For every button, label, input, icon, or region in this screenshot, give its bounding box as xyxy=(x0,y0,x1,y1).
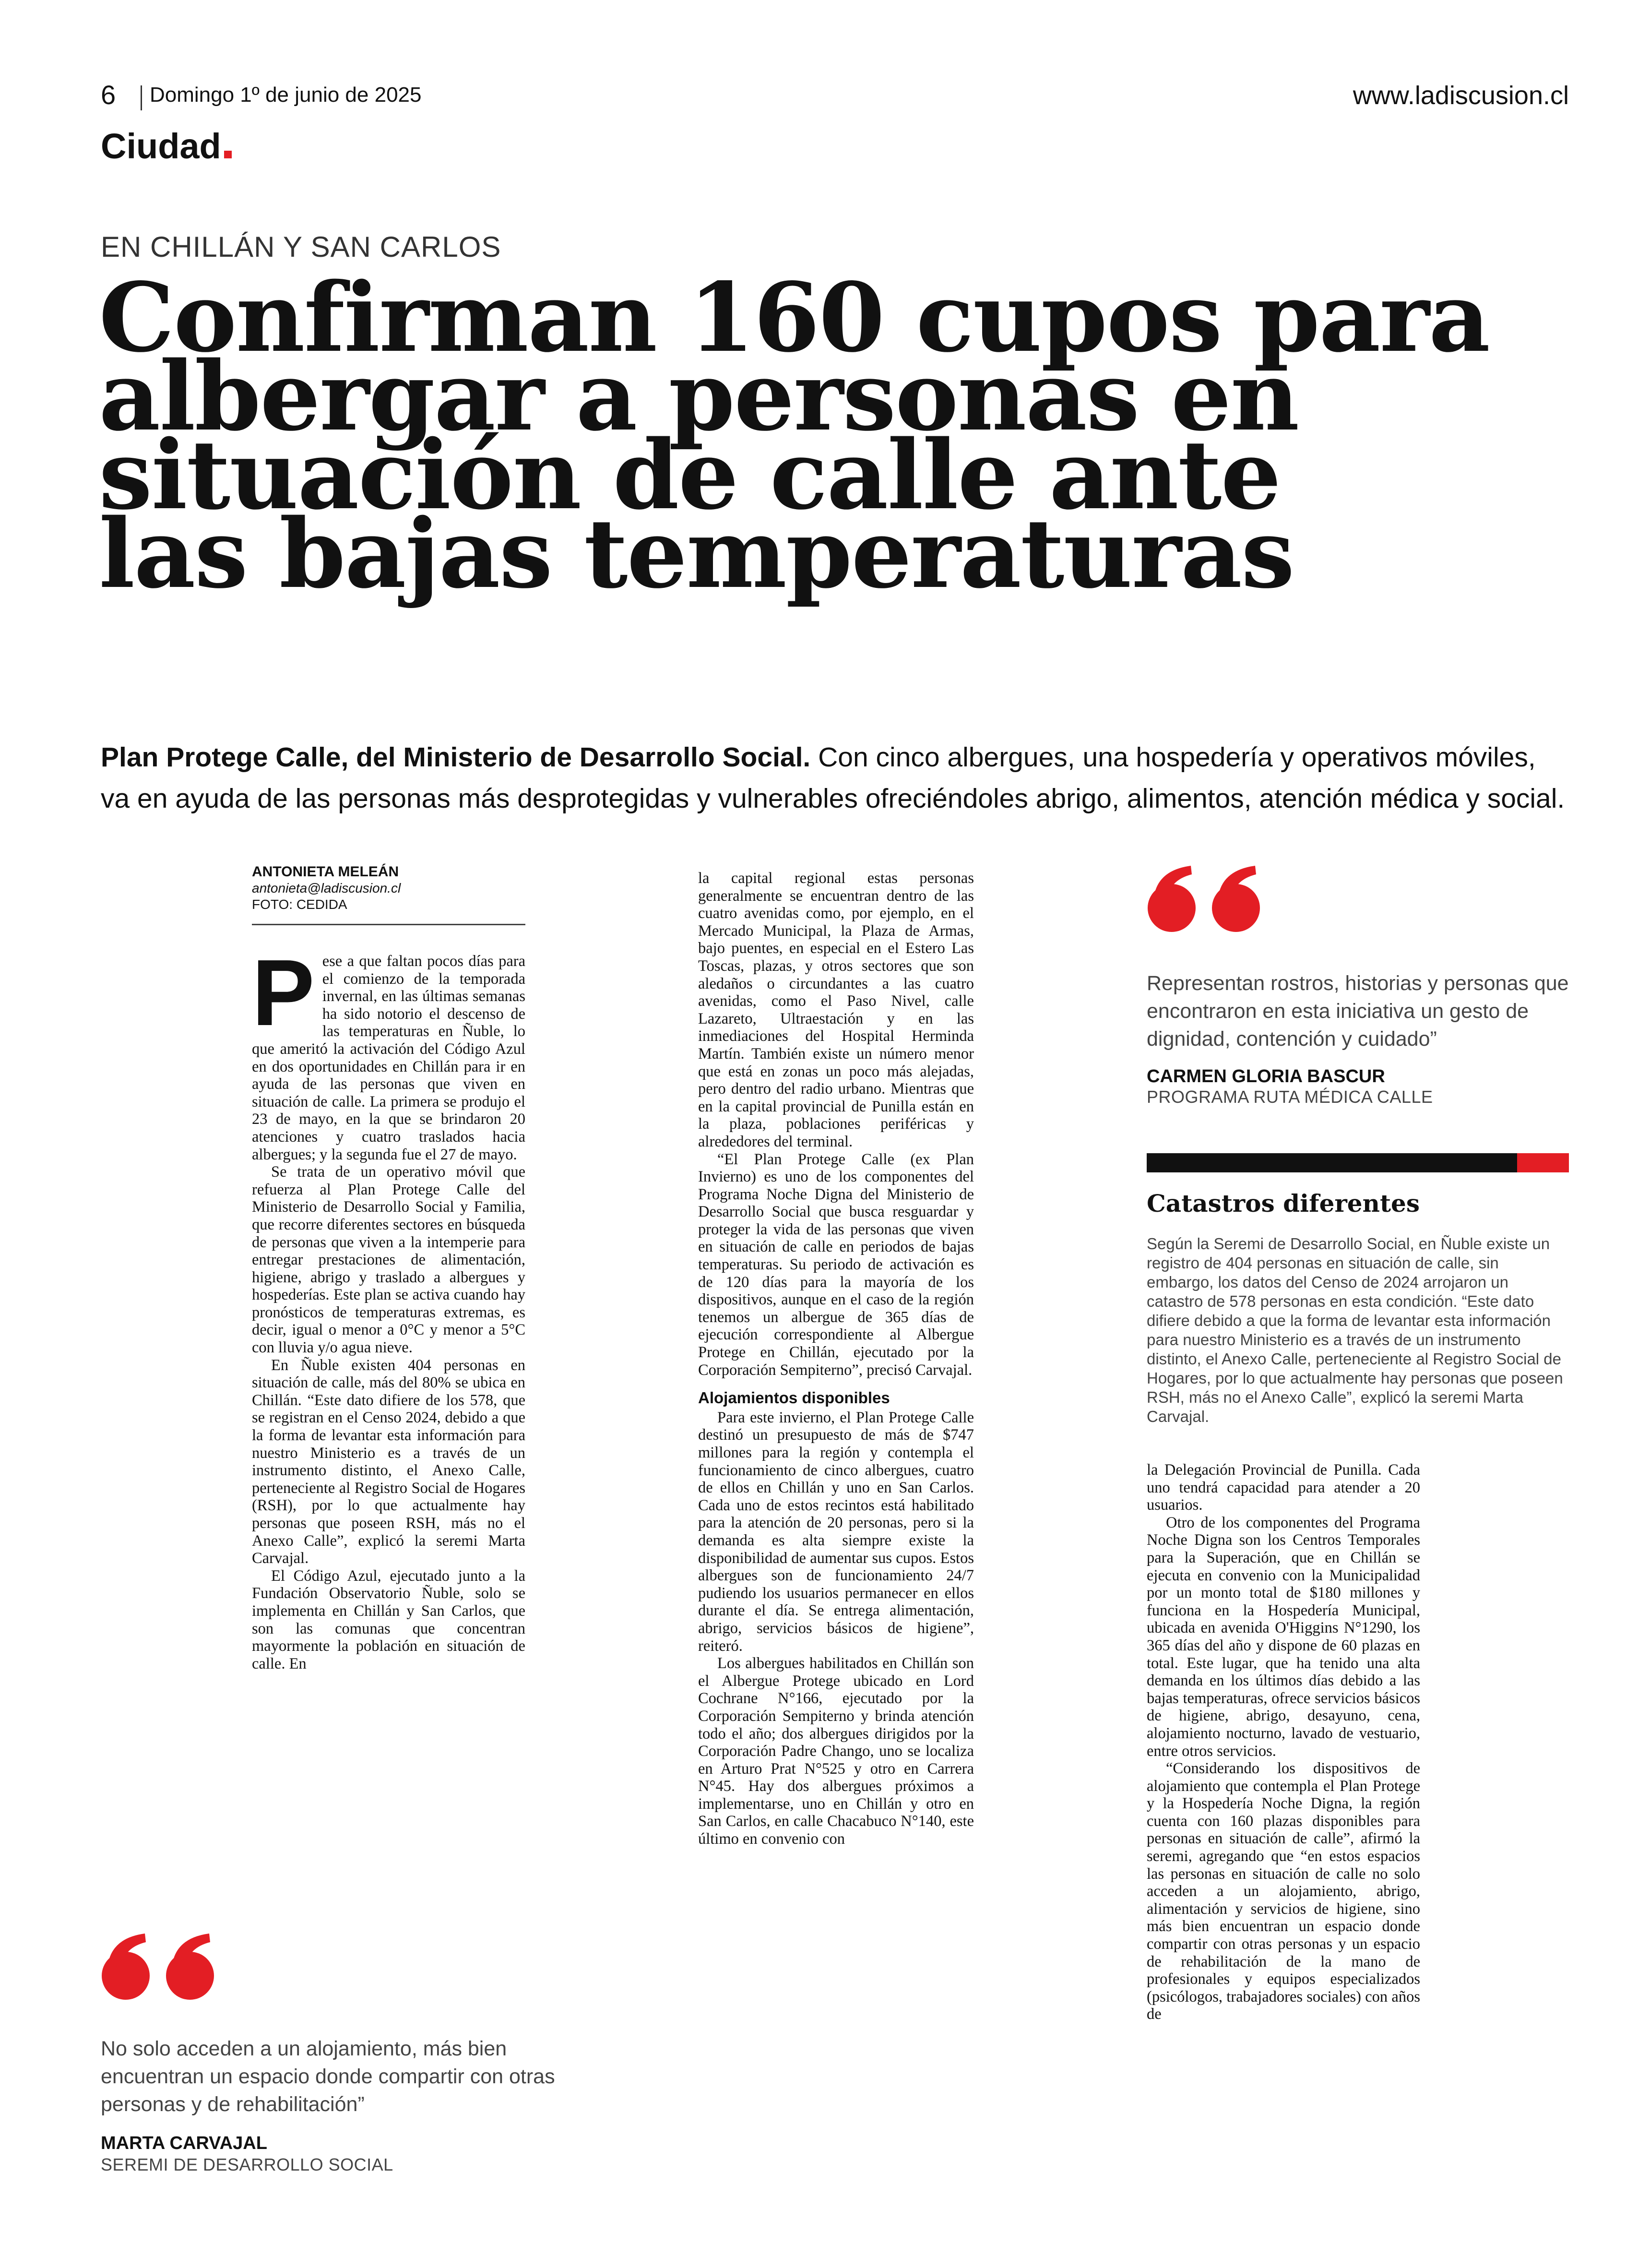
subheading: Alojamientos disponibles xyxy=(698,1389,890,1407)
pull-quote-name: MARTA CARVAJAL xyxy=(101,2133,267,2153)
body-paragraph: Otro de los componentes del Programa Noche Digna son los Centros Temporales para la Superación, que en Chillán se ejecuta en convenio con la Municipalidad por un monto total de $180 millones y funciona en la Hospedería Municipal, ubicada en avenida O'Higgins N°1290, los 365 días del año y dispone de 60 plazas en total. Este lugar, que ha tenido una alta demanda en los últimos días debido a las bajas temperaturas, ofrece servicios básicos de higiene, abrigo, desayuno, cena, alojamiento nocturno, lavado de vestuario, entre otros servicios. xyxy=(1147,1514,1420,1760)
byline xyxy=(252,864,525,913)
header-divider xyxy=(141,85,142,110)
section-dot xyxy=(224,151,232,158)
headline-line: situación de calle ante xyxy=(99,419,1281,531)
deck-text: Con cinco albergues, una hospedería y operativos móviles, va en ayuda de las personas más desprotegidas y vulnerables ofreciéndoles abrigo, alimentos, atención médica y social. xyxy=(101,742,1565,814)
body-paragraph: la capital regional estas personas generalmente se encuentran dentro de las cuatro avenidas como, por ejemplo, en el Mercado Municipal, la Plaza de Armas, bajo puentes, en especial en el Estero Las Toscas, plazas, y otros sectores que son aledaños o circundantes a las cuatro avenidas, como el Paso Nivel, calle Lazareto, Ultraestación y en las inmediaciones del Hospital Herminda Martín. También existe un número menor que está en zonas un poco más alejadas, pero dentro del radio urbano. Mientras que en la capital provincial de Punilla están en la plaza, poblaciones periféricas y alrededores del terminal. xyxy=(698,870,974,1150)
deck-lead: Plan Protege Calle, del Ministerio de Desarrollo Social. xyxy=(101,742,811,773)
byline-author: ANTONIETA MELEÁN xyxy=(252,864,399,880)
article-column-3 xyxy=(1147,1461,1420,2239)
page-number: 6 xyxy=(101,80,116,110)
sidebar-accent-bar xyxy=(1517,1153,1569,1172)
drop-cap: P xyxy=(252,953,315,1045)
issue-date: Domingo 1º de junio de 2025 xyxy=(150,83,422,107)
quote-marks-icon xyxy=(1147,864,1276,936)
section-name: Ciudad xyxy=(101,126,221,166)
headline-line: albergar a personas en xyxy=(99,340,1299,452)
byline-photo-credit: FOTO: CEDIDA xyxy=(252,897,347,912)
pull-quote-name: CARMEN GLORIA BASCUR xyxy=(1147,1066,1385,1086)
body-paragraph: ese a que faltan pocos días para el comienzo de la temporada invernal, en las últimas semanas ha sido notorio el descenso de las temperaturas en Ñuble, lo que ameritó la activación del Código Azul en dos oportunidades en Chillán para ir en ayuda de las personas que viven en situación de calle. La primera se produjo el 23 de mayo, en la que se brindaron 20 atenciones y cuatro traslados hacia albergues; y la segunda fue el 27 de mayo. xyxy=(252,953,525,1163)
pull-quote-role: SEREMI DE DESARROLLO SOCIAL xyxy=(101,2155,393,2174)
body-paragraph: la Delegación Provincial de Punilla. Cada uno tendrá capacidad para atender a 20 usuarios. xyxy=(1147,1461,1420,1514)
body-paragraph: Para este invierno, el Plan Protege Calle destinó un presupuesto de más de $747 millones para la región y contempla el funcionamiento de cinco albergues, cuatro de ellos en Chillán y uno en San Carlos. Cada uno de estos recintos está habilitado para la atención de 20 personas, pero si la demanda es alta siempre existe la disponibilidad de aumentar sus cupos. Estos albergues son de funcionamiento 24/7 pudiendo los usuarios permanecer en ellos durante el día. Se entrega alimentación, abrigo, servicios básicos de higiene”, reiteró. xyxy=(698,1409,974,1655)
headline-line: Confirman 160 cupos para xyxy=(99,262,1490,373)
body-paragraph: “Considerando los dispositivos de alojamiento que contempla el Plan Protege y la Hospedería Noche Digna, la región cuenta con 160 plazas disponibles para personas en situación de calle”, afirmó la seremi, agregando que “en estos espacios las personas en situación de calle no solo acceden a un alojamiento, abrigo, alimentación y servicios de higiene, sino más bien encuentran un espacio donde compartir con otras personas y un espacio de rehabilitación de la mano de profesionales y equipos especializados (psicólogos, trabajadores sociales) con años de xyxy=(1147,1760,1420,2023)
pull-quote-text: Representan rostros, historias y personas que encontraron en esta iniciativa un gesto de dignidad, contención y cuidado” xyxy=(1147,972,1569,1050)
headline xyxy=(99,262,1567,609)
sidebar-text: Según la Seremi de Desarrollo Social, en Ñuble existe un registro de 404 personas en situación de calle, sin embargo, los datos del Censo de 2024 arrojaron un catastro de 578 personas en esta condición. “Este dato difiere debido a que la forma de levantar esta información para nuestro Ministerio es a través de un instrumento distinto, el Anexo Calle, perteneciente al Registro Social de Hogares, por lo que actualmente hay personas que poseen RSH, más no el Anexo Calle”, explicó la seremi Marta Carvajal. xyxy=(1147,1235,1563,1425)
quote-marks-icon xyxy=(101,1932,230,2004)
pull-quote-role: PROGRAMA RUTA MÉDICA CALLE xyxy=(1147,1087,1433,1107)
body-paragraph: En Ñuble existen 404 personas en situación de calle, más del 80% se ubica en Chillán. “Este dato difiere de los 578, que se registran en el Censo 2024, debido a que la forma de levantar esta información para nuestro Ministerio es a través de un instrumento distinto, el Anexo Calle, perteneciente al Registro Social de Hogares (RSH), por lo que actualmente hay personas que poseen RSH, más no el Anexo Calle”, explicó la seremi Marta Carvajal. xyxy=(252,1356,525,1567)
body-paragraph: “El Plan Protege Calle (ex Plan Invierno) es uno de los componentes del Programa Noche Digna del Ministerio de Desarrollo Social que busca resguardar y proteger la vida de las personas que viven en situación de calle en periodos de bajas temperaturas. Su periodo de activación es de 120 días para la mayoría de los dispositivos, aunque en el caso de la región tenemos un albergue de 365 días de ejecución correspondiente al Albergue Protege en Chillán, ejecutado por la Corporación Sempiterno”, precisó Carvajal. xyxy=(698,1150,974,1379)
pull-quote-text: No solo acceden a un alojamiento, más bien encuentran un espacio donde compartir con otras personas y de rehabilitación” xyxy=(101,2037,555,2116)
body-paragraph: El Código Azul, ejecutado junto a la Fundación Observatorio Ñuble, solo se implementa en Chillán y San Carlos, que son las comunas que concentran mayormente la población en situación de calle. En xyxy=(252,1567,525,1672)
deck xyxy=(101,737,1569,819)
body-paragraph: Los albergues habilitados en Chillán son el Albergue Protege ubicado en Lord Cochrane N°166, ejecutado por la Corporación Sempiterno y brinda atención todo el año; dos albergues dirigidos por la Corporación Padre Chango, uno se localiza en Arturo Prat N°525 y otro en Carrera N°45. Hay dos albergues próximos a implementarse, uno en Chillán y otro en San Carlos, en calle Chacabuco N°140, este último en convenio con xyxy=(698,1655,974,1848)
headline-line: las bajas temperaturas xyxy=(99,498,1294,609)
body-paragraph: Se trata de un operativo móvil que refuerza al Plan Protege Calle del Ministerio de Desarrollo Social y Familia, que recorre diferentes sectores en búsqueda de personas que viven a la intemperie para entregar prestaciones de alimentación, higiene, abrigo y traslado a albergues y hospederías. Este plan se activa cuando hay pronósticos de temperaturas extremas, es decir, igual o menor a 0°C y menor a 5°C con lluvia y/o agua nieve. xyxy=(252,1163,525,1357)
section-label xyxy=(101,126,232,167)
sidebar-top-bar xyxy=(1147,1153,1569,1172)
article-column-2 xyxy=(698,870,974,2237)
article-column-1 xyxy=(252,953,525,1893)
site-url[interactable]: www.ladiscusion.cl xyxy=(1353,81,1569,110)
byline-email[interactable]: antonieta@ladiscusion.cl xyxy=(252,881,401,895)
sidebar-title: Catastros diferentes xyxy=(1147,1189,1420,1218)
byline-rule xyxy=(252,924,525,925)
kicker: EN CHILLÁN Y SAN CARLOS xyxy=(101,231,501,263)
